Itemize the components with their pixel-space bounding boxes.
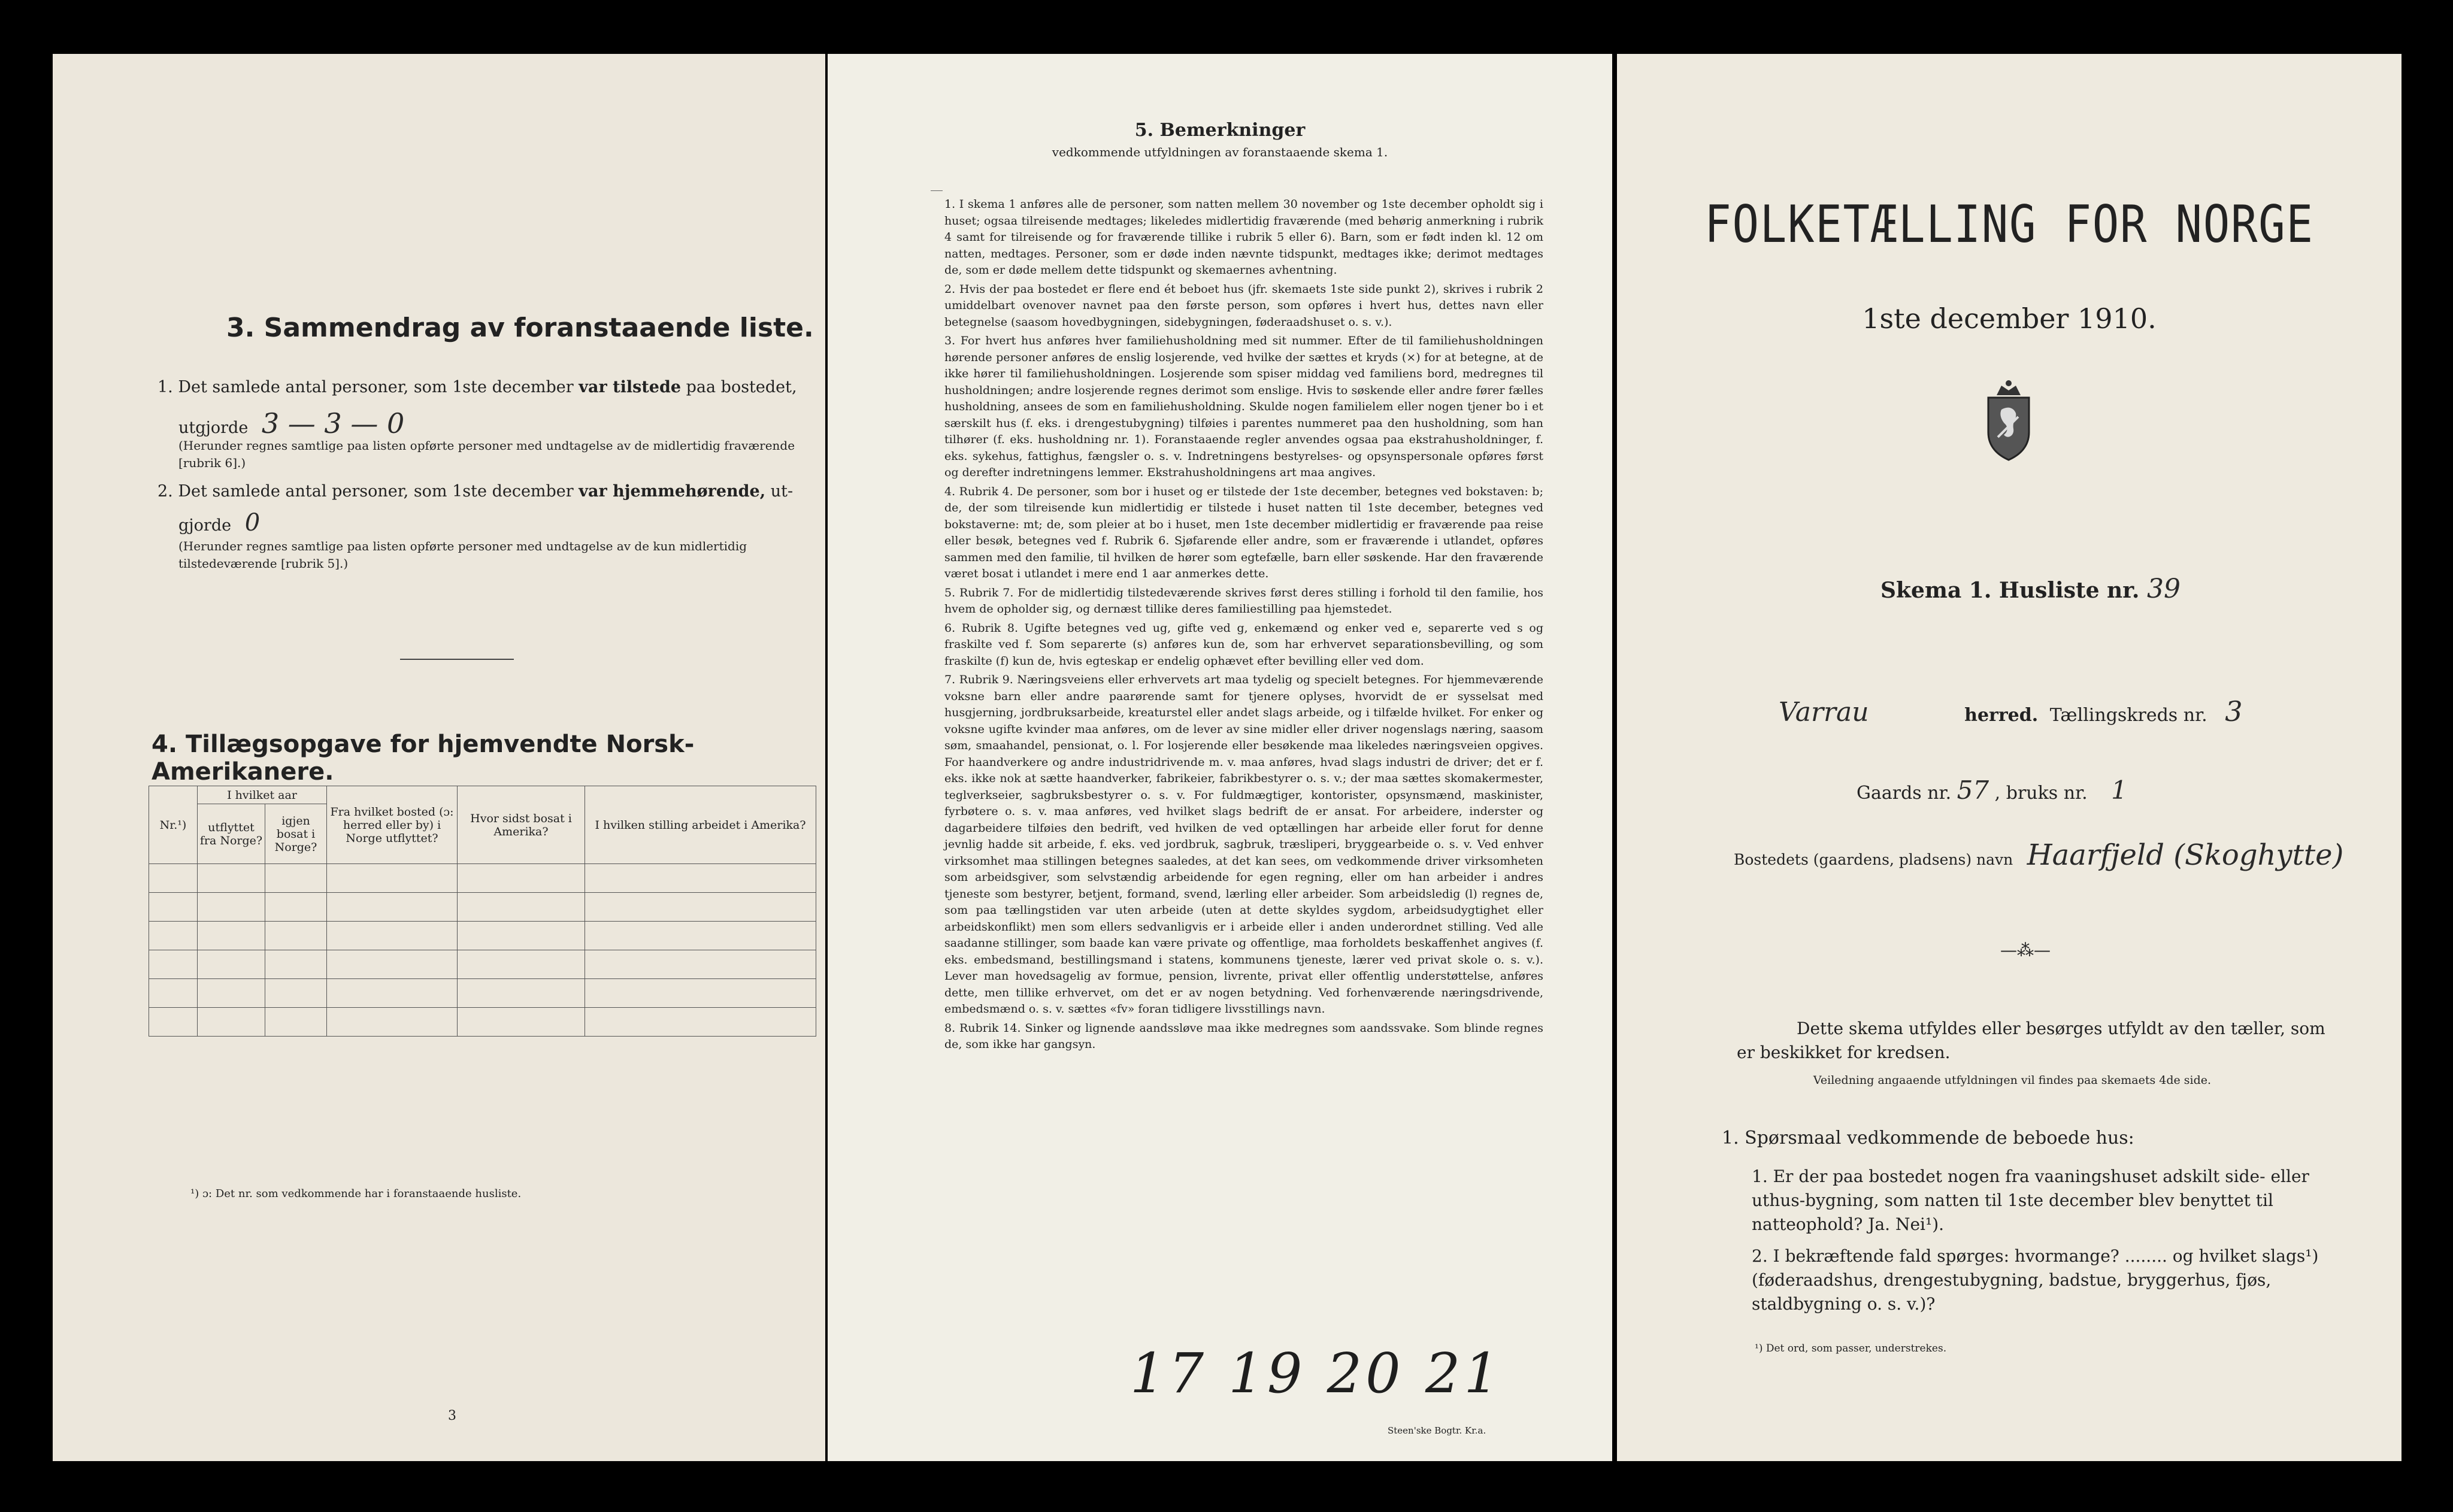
col-stilling: I hvilken stilling arbeidet i Amerika? xyxy=(585,786,816,864)
bosted-line: Bostedets (gaardens, pladsens) navn Haarfjeld (Skoghytte) xyxy=(1734,838,2344,872)
table-footnote: ¹) ɔ: Det nr. som vedkommende har i foranstaaende husliste. xyxy=(190,1187,522,1200)
herred-value: Varrau xyxy=(1779,697,1869,728)
table-row xyxy=(149,922,816,950)
item2-note: (Herunder regnes samtlige paa listen opførte personer med undtagelse av de kun midlertidig tilstedeværende [rubrik 5].) xyxy=(178,539,747,571)
remark-item: 1. I skema 1 anføres alle de personer, som natten mellem 30 november og 1ste december opholdt sig i huset; ogsaa tilreisende medtages; likeledes midlertidig fraværende (med behørig anmerkning i rubrik 4 samt for tilreisende og for fraværende tillike i rubrik 5 eller 6). Barn, som er født inden kl. 12 om natten, medtages. Personer, som er døde inden nævnte tidspunkt, medtages ikke; derimot medtages de, som er døde mellem dette tidspunkt og skemaernes avhentning. xyxy=(944,198,1543,277)
page-number: 3 xyxy=(448,1408,456,1423)
table-row xyxy=(149,1008,816,1037)
item1-utgjorde: utgjorde 3 — 3 — 0 xyxy=(178,407,405,440)
questions-heading: 1. Spørsmaal vedkommende de beboede hus: xyxy=(1722,1128,2134,1149)
remark-item: 7. Rubrik 9. Næringsveiens eller erhvervets art maa tydelig og specielt betegnes. For hjemmeværende voksne barn eller andre paarørende samt for tjenere oplyses, hvorvidt de er sysselsat med husgjerning, jordbruksarbeide, kreaturstel eller andet slags arbeide, og i tilfælde hvilket. For enker og voksne ugifte kvinder maa anføres, om de lever av sine midler eller driver nogenslags næring, saasom søm, smaahandel, pensionat, o. l. For losjerende eller besøkende maa likeledes næringsveien opgives. For haandverkere og andre industridrivende m. v. maa anføres, hvad slags industri de driver; det er f. eks. ikke nok at sætte haandverker, fabrikeier, fabrikbestyrer o. s. v.; der maa sættes skomakermester, teglverkseier, sagbruksbestyrer o. s. v. For fuldmægtiger, kontorister, opsynsmænd, maskinister, fyrbøtere o. s. v. maa anføres, ved hvilket slags bedrift de er ansat. For arbeidere, inderster og dagarbeidere tilføies den bedrift, ved hvilken de ved optællingen har arbeide eller forut for denne jevnlig hadde sit arbeide, f. eks. ved jordbruk, sagbruk, træsliperi, bryggearbeide o. s. v. Ved enhver virksomhet maa stillingen betegnes saaledes, at det kan sees, om vedkommende driver virksomheten som arbeidsgiver, som selvstændig arbeidende for egen regning, eller om han arbeider i andres tjeneste som bestyrer, betjent, formand, svend, lærling eller arbeider. Som arbeidsledig (l) regnes de, som paa tællingstiden var uten arbeide (uten at dette skyldes sygdom, arbeidsudygtighet eller arbeidskonflikt) men som ellers sedvanligvis er i arbeide eller i anden underordnet stilling. Ved alle saadanne stillinger, som baade kan være private og offentlige, maa forholdets beskaffenhet angives (f. eks. embedsmand, bestillingsmand i statens, kommunens tjeneste, lærer ved privat skole o. s. v.). Lever man hovedsagelig av formue, pension, livrente, privat eller offentlig understøttelse, anføres dette, men tillike erhvervet, om det er av nogen betydning. Ved forhenværende næringsdrivende, embedsmænd o. s. v. sættes «fv» foran tidligere livsstillings navn. xyxy=(944,673,1543,1016)
col-group-year: I hvilket aar xyxy=(198,786,327,804)
form-date: 1ste december 1910. xyxy=(1862,302,2157,335)
remark-item: 2. Hvis der paa bostedet er flere end ét beboet hus (jfr. skemaets 1ste side punkt 2), skrives i rubrik 2 umiddelbart ovenover navnet paa den første person, som opføres i hvert hus, dettes navn eller betegnelse (saasom hovedbygningen, sidebygningen, føderaadshuset o. s. v.). xyxy=(944,282,1543,329)
remarks-list xyxy=(944,196,1543,1056)
kreds-value: 3 xyxy=(2225,695,2243,728)
col-igjen: igjen bosat i Norge? xyxy=(265,804,327,864)
remark-item: 5. Rubrik 7. For de midlertidig tilstedeværende skrives først deres stilling i forhold til den familie, hos hvem de opholder sig, og dernæst tillike deres familiestilling paa hjemstedet. xyxy=(944,586,1543,616)
divider xyxy=(931,190,943,191)
question-2: 2. I bekræftende fald spørges: hvormange? ........ og hvilket slags¹) (føderaadshus, drengestubygning, badstue, bryggerhus, fjøs, staldbygning o. s. v.)? xyxy=(1752,1246,2319,1314)
husliste-nr-value: 39 xyxy=(2146,574,2181,604)
table-row xyxy=(149,979,816,1008)
handwritten-sheet-numbers: 17 19 20 21 xyxy=(1130,1341,1503,1405)
norway-coat-of-arms-icon xyxy=(1983,377,2034,461)
remark-item: 4. Rubrik 4. De personer, som bor i huset og er tilstede der 1ste december, betegnes ved bokstaven: b; de, der som tilreisende kun midlertidig er tilstede i huset natten til 1ste december, betegnes ved bokstaverne: mt; de, som pleier at bo i huset, men 1ste december midlertidig er fraværende paa reise eller besøk, betegnes ved f. Rubrik 6. Sjøfarende eller andre, som er fraværende i utlandet, opføres sammen med den familie, til hvilken de hører som egtefælle, barn eller søskende. Har den fraværende været bosat i utlandet i mere end 1 aar anmerkes dette. xyxy=(944,484,1543,580)
col-nr: Nr.¹) xyxy=(149,786,198,864)
summary-item-2: 2. Det samlede antal personer, som 1ste december var hjemmehørende, ut- xyxy=(158,482,794,501)
right-footnote: ¹) Det ord, som passer, understrekes. xyxy=(1755,1343,1947,1355)
printer-mark: Steen'ske Bogtr. Kr.a. xyxy=(1388,1425,1486,1436)
gaards-value: 57 xyxy=(1957,775,1989,805)
ornament: —⁂— xyxy=(2000,940,2051,960)
norsk-amerikanere-table xyxy=(149,786,816,1037)
table-row xyxy=(149,864,816,893)
item1-handwritten-value: 3 — 3 — 0 xyxy=(261,407,405,440)
item2-utgjorde: gjorde 0 xyxy=(178,509,261,537)
instruction-text: Dette skema utfyldes eller besørges utfyldt av den tæller, som er beskikket for kredsen. xyxy=(1737,1019,2325,1062)
guidance-text: Veiledning angaaende utfyldningen vil findes paa skemaets 4de side. xyxy=(1813,1074,2212,1087)
remarks-subtitle: vedkommende utfyldningen av foranstaaende skema 1. xyxy=(1052,145,1388,159)
form-title: FOLKETÆLLING FOR NORGE xyxy=(1704,195,2314,254)
table-row xyxy=(149,950,816,979)
gaards-line: Gaards nr. 57 , bruks nr. 1 xyxy=(1857,775,2127,805)
question-1: 1. Er der paa bostedet nogen fra vaaningshuset adskilt side- eller uthus-bygning, som natten til 1ste december blev benyttet til natteophold? Ja. Nei¹). xyxy=(1752,1166,2309,1234)
item1-note: (Herunder regnes samtlige paa listen opførte personer med undtagelse av de midlertidig fraværende [rubrik 6].) xyxy=(178,438,795,470)
bruks-value: 1 xyxy=(2111,775,2127,805)
remark-item: 6. Rubrik 8. Ugifte betegnes ved ug, gifte ved g, enkemænd og enker ved e, separerte ved s og fraskilte ved f. Som separerte (s) anføres kun de, som har erhvervet separationsbevilling, og som fraskilte (f) kun de, hvis egteskap er endelig ophævet efter bevilling eller ved dom. xyxy=(944,621,1543,668)
col-sidst-bosat: Hvor sidst bosat i Amerika? xyxy=(458,786,585,864)
remark-item: 3. For hvert hus anføres hver familiehusholdning med sit nummer. Efter de til familiehusholdningen hørende personer anføres de enslig losjerende, ved hvilke der sættes et kryds (×) for at betegne, at de ikke hører til familiehusholdningen. Losjerende som spiser middag ved familiens bord, medregnes til husholdningen; andre losjerende regnes derimot som enslige. Hvis to søskende eller andre fører fælles husholdning, ansees de som en familiehusholdning. Skulde nogen familielem eller nogen tjener bo i et særskilt hus (f. eks. i drengestubygning) tilføies i parentes nummeret paa den husholdning, som han tilhører (f. eks. husholdning nr. 1). Foranstaaende regler anvendes ogsaa paa ekstrahusholdninger, f. eks. sykehus, fattighus, fængsler o. s. v. Indretningens bestyrelses- og opsynspersonale opføres først og derefter indretningens lemmer. Ekstrahusholdningens art maa angives. xyxy=(944,334,1543,479)
col-utflyttet: utflyttet fra Norge? xyxy=(198,804,265,864)
section3-title: 3. Sammendrag av foranstaaende liste. xyxy=(226,313,814,343)
skema-line: Skema 1. Husliste nr. 39 xyxy=(1880,574,2181,604)
divider xyxy=(400,659,514,660)
remarks-title: 5. Bemerkninger xyxy=(1134,120,1306,141)
middle-page xyxy=(828,54,1612,1461)
remark-item: 8. Rubrik 14. Sinker og lignende aandssløve maa ikke medregnes som aandssvake. Som blinde regnes de, som ikke har gangsyn. xyxy=(944,1021,1543,1051)
table-row xyxy=(149,893,816,922)
left-page xyxy=(53,54,825,1461)
bosted-value: Haarfjeld (Skoghytte) xyxy=(2027,838,2344,872)
col-fra-bosted: Fra hvilket bosted (ɔ: herred eller by) i Norge utflyttet? xyxy=(327,786,458,864)
right-page xyxy=(1617,54,2401,1461)
summary-item-1: 1. Det samlede antal personer, som 1ste december var tilstede paa bostedet, xyxy=(158,378,797,396)
item2-handwritten-value: 0 xyxy=(244,509,261,537)
section4-title: 4. Tillægsopgave for hjemvendte Norsk-Amerikanere. xyxy=(152,731,695,786)
herred-line: Varrau herred. Tællingskreds nr. 3 xyxy=(1779,695,2243,728)
